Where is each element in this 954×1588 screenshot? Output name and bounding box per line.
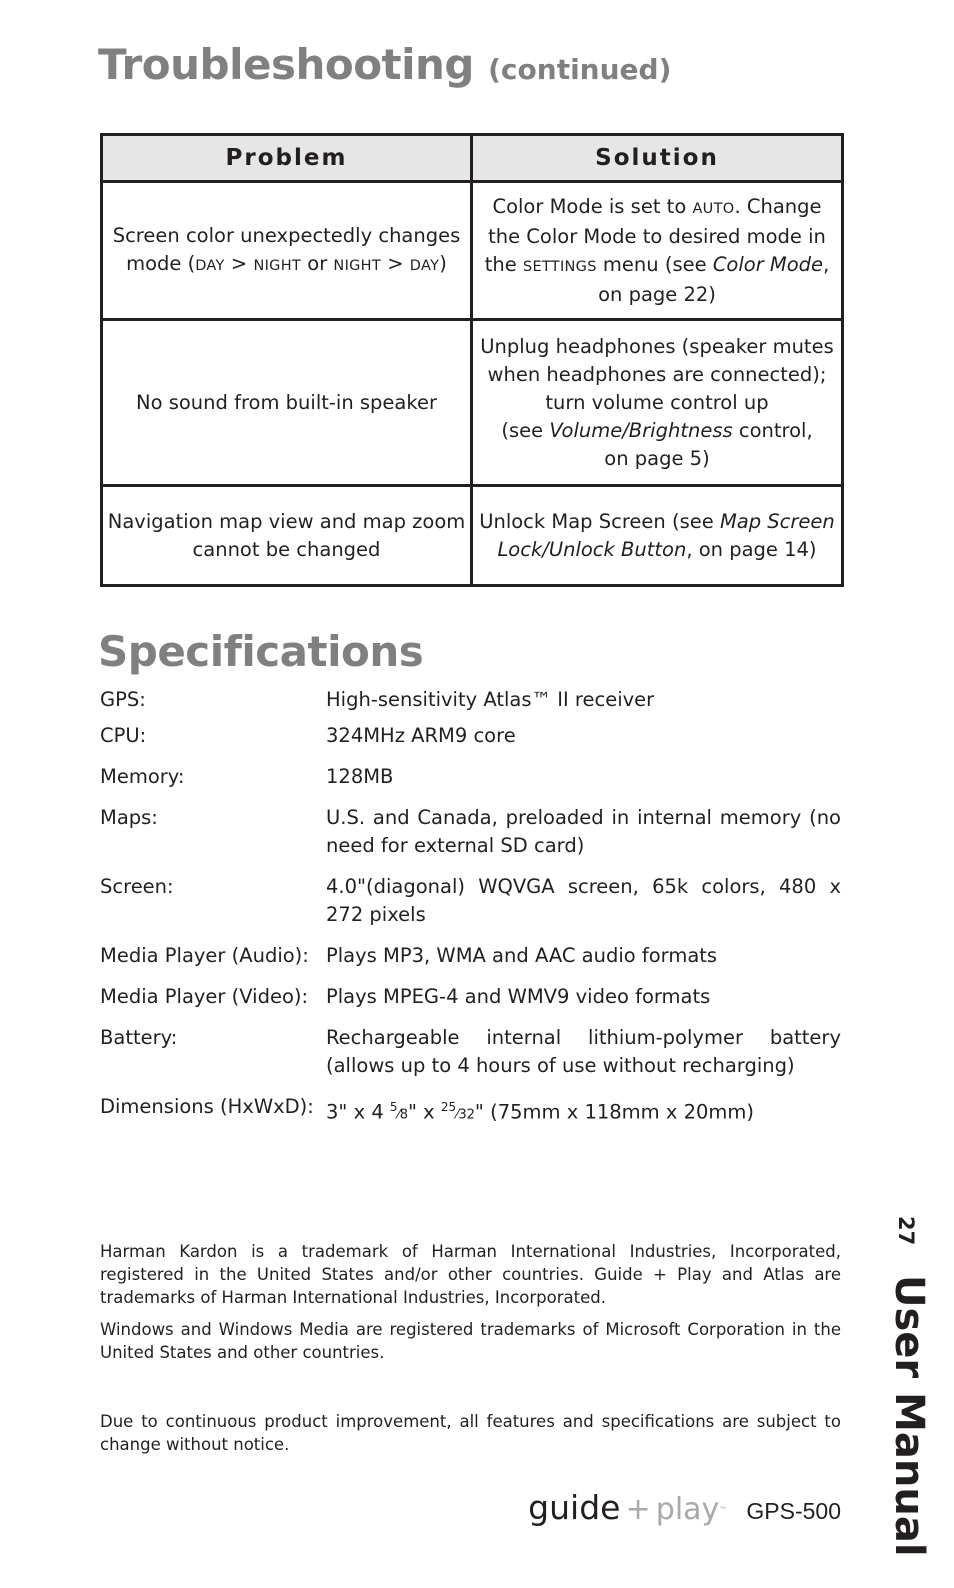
solution-text: Unlock Map Screen (see [479,509,720,533]
brand-plus: + [625,1492,651,1527]
spec-value: High-sensitivity Atlas™ II receiver [326,688,655,711]
problem-cell [102,486,472,586]
brand-play: play [655,1492,720,1527]
dim-text: " (75mm x 118mm x 20mm) [474,1100,754,1124]
spec-label: Screen: [100,875,174,898]
fraction-denominator: ⁄8 [397,1107,409,1123]
troubleshooting-table [100,133,844,587]
trademark-note: Harman Kardon is a trademark of Harman International Industries, Incorporated, registered in the United States and/or other countries. Guide + Play and Atlas are trademarks of Harman International Industries, Incorporated. [100,1242,841,1307]
solution-text: . Change [734,194,822,218]
spec-label: Maps: [100,806,158,829]
solution-italic: Color Mode [712,252,824,276]
troubleshooting-title: Troubleshooting [98,40,474,89]
spec-value: Plays MP3, WMA and AAC audio formats [326,944,718,967]
solution-text: , [823,252,830,276]
trademark-symbol: ™ [719,1505,728,1515]
solution-text: the Color Mode to desired mode in [488,224,826,248]
brand-logo [528,1488,841,1527]
smallcaps-settings: SETTINGS [522,258,597,275]
page-number: 27 [894,1216,918,1246]
problem-cell: No sound from built-in speaker [102,320,472,486]
problem-text: > [224,251,254,275]
solution-text: the [484,252,523,276]
fraction-numerator: 25 [440,1100,457,1114]
smallcaps-day: DAY [409,257,440,274]
problem-text: ) [439,251,447,275]
solution-cell [472,320,843,486]
solution-italic: Lock/Unlock Button [497,537,687,561]
spec-label: Media Player (Video): [100,985,309,1008]
solution-italic: Map Screen [719,509,835,533]
brand-guide: guide [528,1488,621,1527]
spec-value: 324MHz ARM9 core [326,724,516,747]
spec-value: 4.0"(diagonal) WQVGA screen, 65k colors, 480 x 272 pixels [326,875,841,926]
solution-text: , on page 14) [686,537,817,561]
problem-text: Screen color unexpectedly changes [112,223,461,247]
spec-label: CPU: [100,724,147,747]
spec-label: GPS: [100,688,146,711]
smallcaps-auto: AUTO [692,200,735,217]
problem-text: or [301,251,334,275]
solution-text: menu (see [596,252,713,276]
spec-label: Memory: [100,765,185,788]
troubleshooting-heading [98,40,671,89]
problem-text: cannot be changed [192,537,381,561]
specifications-title: Specifications [98,627,424,676]
solution-text: on page 22) [598,282,716,306]
solution-cell [472,182,843,320]
table-row [102,320,843,486]
solution-italic: Volume/Brightness [549,418,733,442]
problem-text: > [381,251,410,275]
solution-text: (see [501,418,550,442]
problem-cell [102,182,472,320]
problem-text: Navigation map view and map zoom [107,509,466,533]
model-number: GPS-500 [746,1498,841,1524]
spec-value: Plays MPEG-4 and WMV9 video formats [326,985,711,1008]
spec-label: Battery: [100,1026,178,1049]
table-row [102,182,843,320]
solution-text: turn volume control up [545,390,769,414]
spec-value [326,1093,841,1130]
spec-value: U.S. and Canada, preloaded in internal memory (no need for external SD card) [326,806,841,857]
solution-cell [472,486,843,586]
smallcaps-night: NIGHT [333,257,382,274]
spec-value: Rechargeable internal lithium-polymer battery (allows up to 4 hours of use without recharging) [326,1026,841,1077]
solution-text: Unplug headphones (speaker mutes [480,334,834,358]
solution-header: Solution [472,135,843,182]
problem-header: Problem [102,135,472,182]
smallcaps-night: NIGHT [253,257,302,274]
table-header-row [102,135,843,182]
solution-text: on page 5) [604,446,710,470]
dim-text: 3" x 4 [326,1100,390,1124]
user-manual-label: User Manual [886,1275,932,1557]
spec-value: 128MB [326,765,394,788]
problem-text: mode ( [126,251,196,275]
smallcaps-day: DAY [195,257,225,274]
dim-text: " x [408,1100,441,1124]
trademark-note: Windows and Windows Media are registered trademarks of Microsoft Corporation in the United States and other countries. [100,1320,841,1362]
solution-text: Color Mode is set to [492,194,693,218]
fraction-denominator: ⁄32 [456,1107,475,1123]
spec-label: Dimensions (HxWxD): [100,1095,314,1118]
spec-label: Media Player (Audio): [100,944,309,967]
table-row [102,486,843,586]
continued-label: (continued) [488,53,672,86]
fraction-numerator: 5 [389,1100,398,1114]
solution-text: when headphones are connected); [487,362,827,386]
solution-text: control, [732,418,813,442]
disclaimer-note: Due to continuous product improvement, all features and specifications are subject to change without notice. [100,1412,841,1454]
